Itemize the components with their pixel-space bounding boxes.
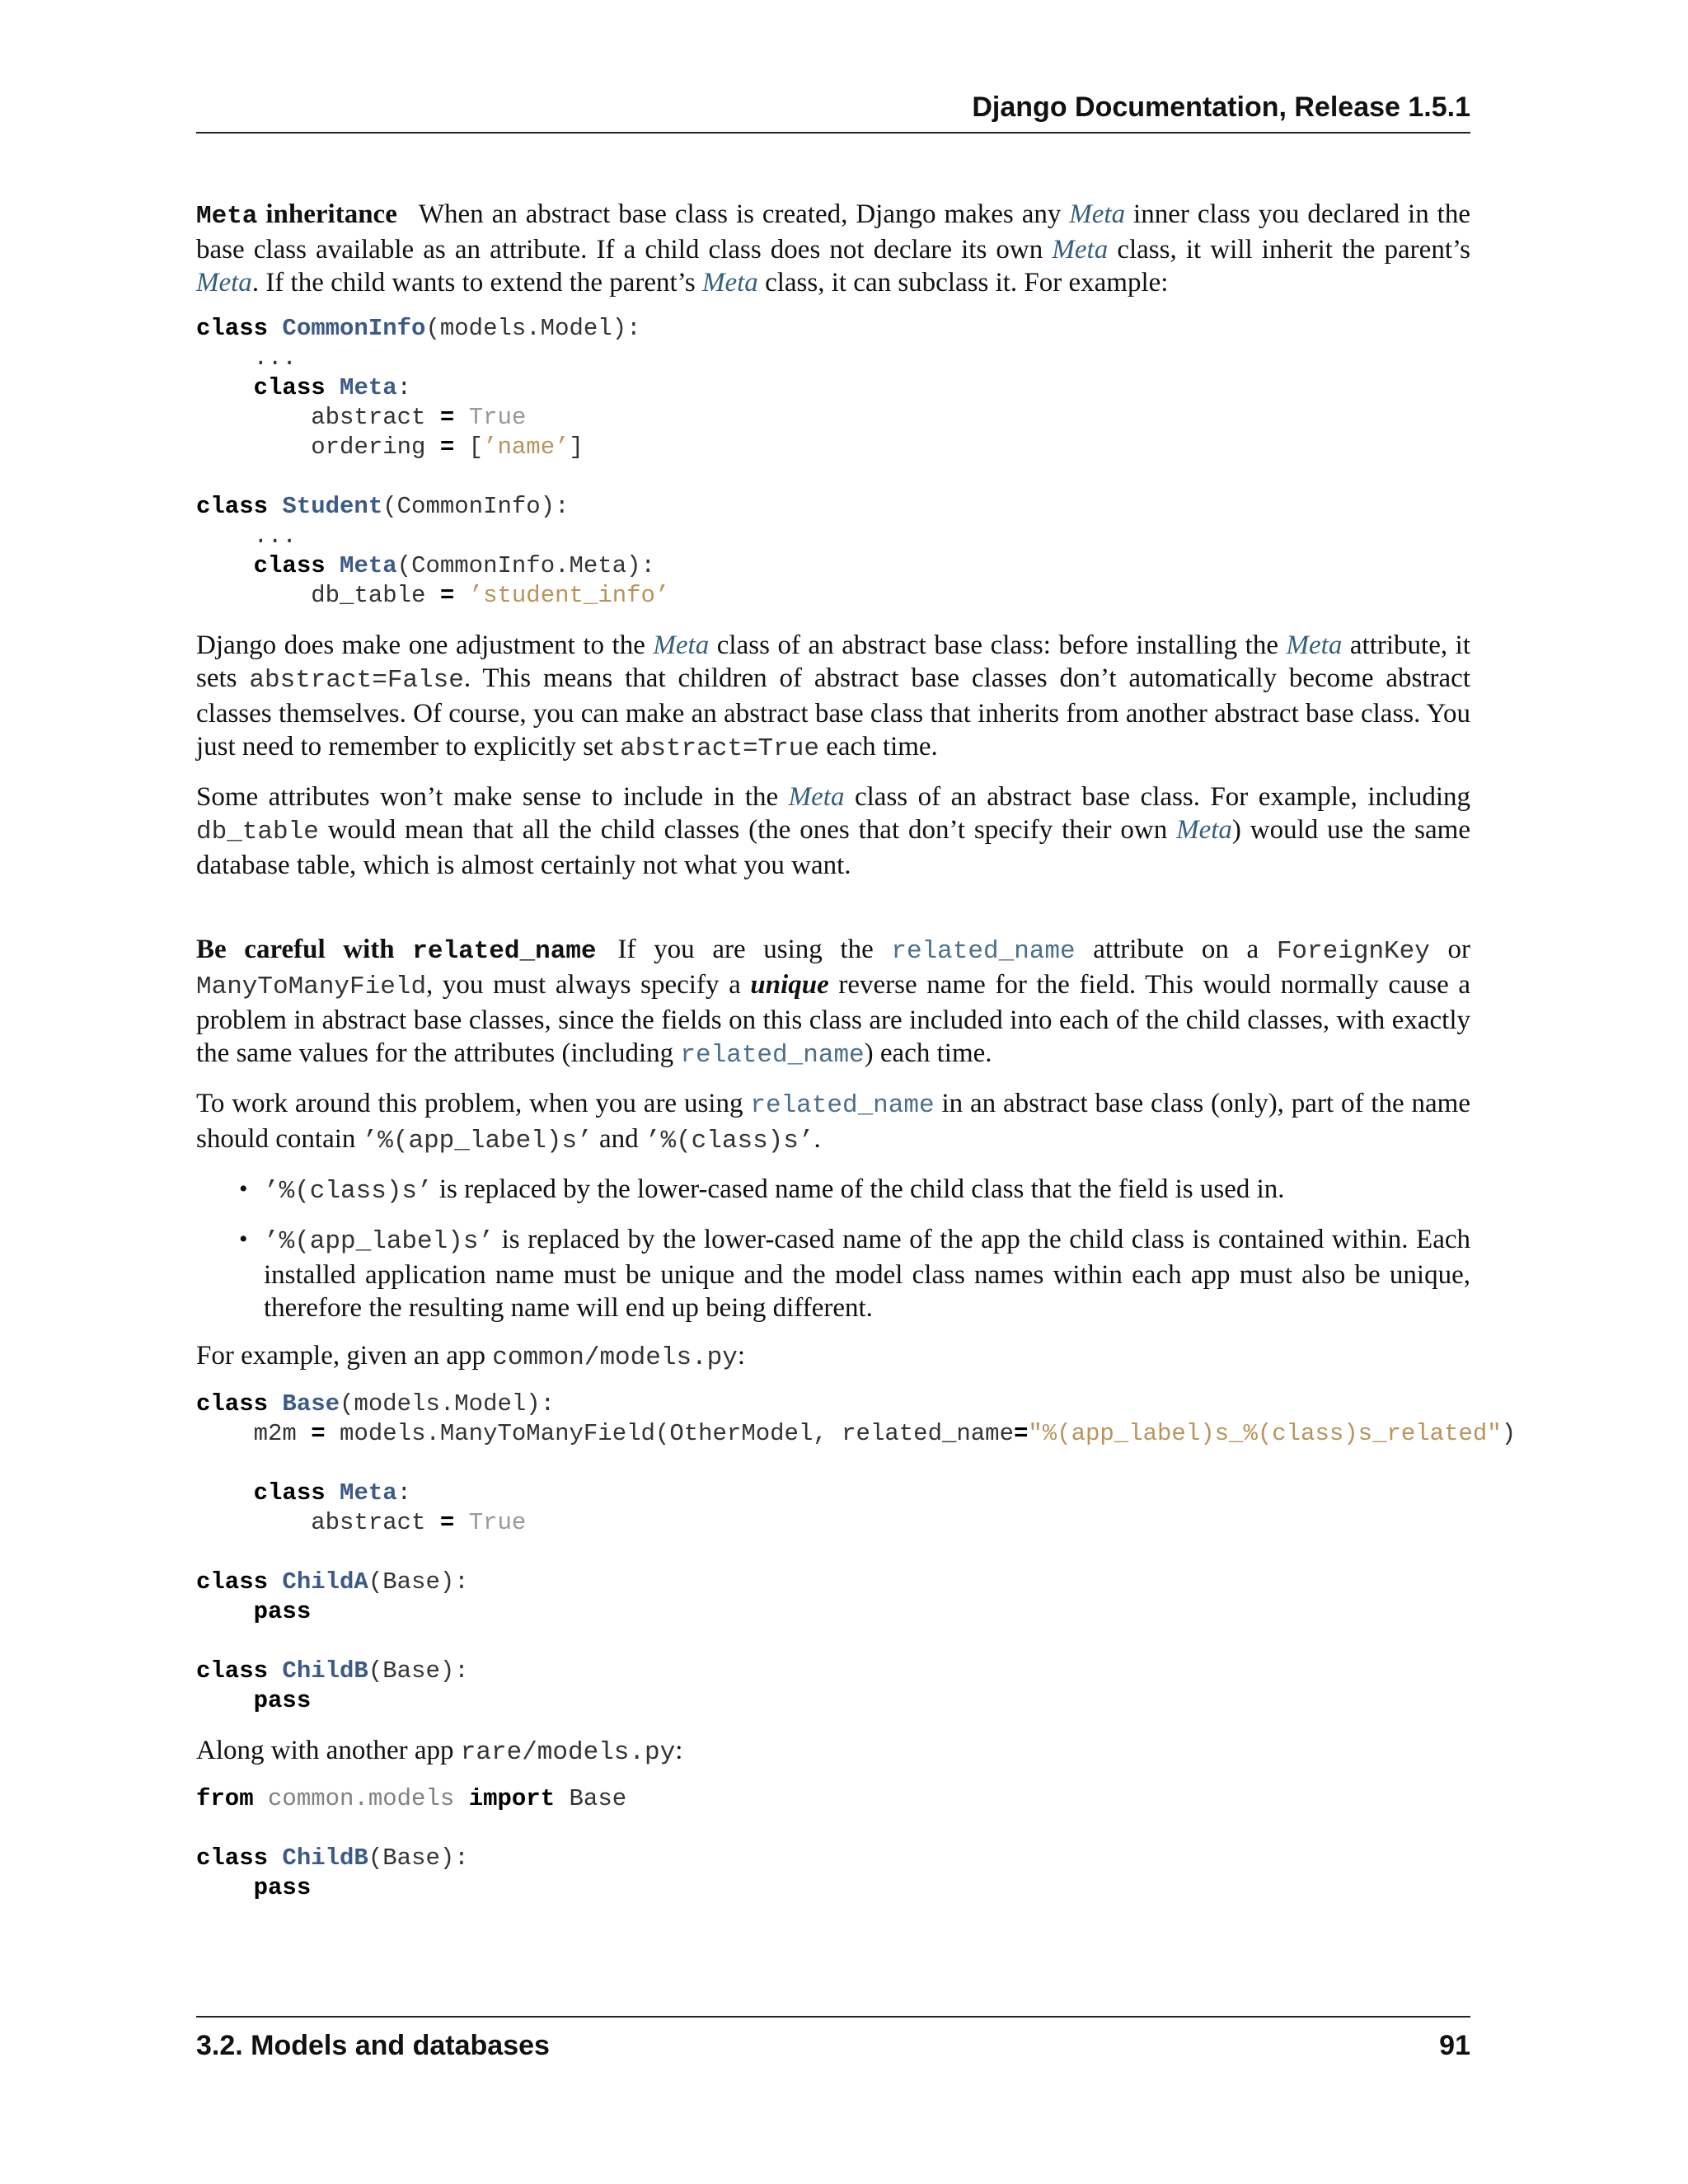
running-footer — [196, 2016, 1470, 2064]
meta-link[interactable]: Meta — [1286, 630, 1343, 660]
inline-code: ’%(class)s’ — [645, 1127, 814, 1155]
running-header — [196, 89, 1470, 134]
page-number: 91 — [1439, 2030, 1470, 2061]
related-name-link[interactable]: related_name — [750, 1091, 935, 1120]
inline-code: common/models.py — [492, 1343, 738, 1372]
workaround-paragraph: To work around this problem, when you are using related_name in an abstract base class (only), part of the name should contain ’%(app_label)s’ and ’%(class)s’. — [196, 1089, 1470, 1155]
meta-link[interactable]: Meta — [702, 268, 758, 298]
meta-link[interactable]: Meta — [1052, 235, 1109, 265]
list-item: • ’%(app_label)s’ is replaced by the lower-cased name of the app the child class is contained within. Each installed application name must be unique and the model class names within each app must also be unique, therefore the resulting name will end up being different. — [264, 1223, 1470, 1324]
list-item: • ’%(class)s’ is replaced by the lower-cased name of the child class that the field is used in. — [264, 1173, 1470, 1208]
related-name-link[interactable]: related_name — [680, 1041, 865, 1070]
inline-code: abstract=True — [620, 734, 819, 763]
another-app-paragraph: Along with another app rare/models.py: — [196, 1736, 683, 1767]
meta-link[interactable]: Meta — [1069, 199, 1126, 229]
meta-link[interactable]: Meta — [653, 630, 710, 660]
inline-code: rare/models.py — [460, 1738, 676, 1767]
inline-code: ’%(app_label)s’ — [362, 1127, 593, 1155]
related-name-link[interactable]: related_name — [891, 937, 1076, 966]
inline-code: ManyToManyField — [196, 972, 427, 1001]
meta-inheritance-heading: Meta inheritance — [196, 199, 397, 231]
placeholder-list — [196, 1173, 1470, 1324]
meta-attributes-paragraph: Some attributes won’t make sense to include in the Meta class of an abstract base class. For example, including db_table would mean that all the child classes (the ones that don’t specify their own Meta) would use the same database table, which is almost certainly not what you want. — [196, 782, 1470, 880]
meta-link[interactable]: Meta — [788, 782, 845, 812]
section-spacer — [196, 897, 1470, 933]
emphasis-unique: unique — [750, 970, 829, 1000]
meta-adjustment-paragraph: Django does make one adjustment to the Meta class of an abstract base class: before installing the Meta attribute, it sets abstract=False. This means that children of abstract base classes don’t automatically become abstract classes themselves. Of course, you can make an abstract base class that inherits from another abstract base class. You just need to remember to explicitly set abstract=True each time. — [196, 630, 1471, 763]
meta-link[interactable]: Meta — [1176, 815, 1232, 845]
meta-link[interactable]: Meta — [196, 268, 252, 298]
example-intro-paragraph: For example, given an app common/models.py: — [196, 1341, 746, 1372]
code-block-base: class Base(models.Model): m2m = models.ManyToManyField(OtherModel, related_name="%(app_label)s_%(class)s_related") class Meta: abstract = True class ChildA(Base): pass class ChildB(Base): pass — [196, 1390, 1517, 1714]
inline-code: ForeignKey — [1276, 937, 1430, 966]
inline-code: db_table — [196, 818, 319, 846]
meta-inheritance-paragraph: Meta inheritance When an abstract base class is created, Django makes any Meta inner class you declared in the base class available as an attribute. If a child class does not declare its own Meta class, it will inherit the parent’s Meta. If the child wants to extend the parent’s Meta class, it can subclass it. For example: — [196, 199, 1470, 298]
code-block-commoninfo: class CommonInfo(models.Model): ... class Meta: abstract = True ordering = [’name’] class Student(CommonInfo): ... class Meta(CommonInfo.Meta): db_table = ’student_info’ — [196, 315, 670, 609]
footer-section-title: 3.2. Models and databases — [196, 2030, 550, 2061]
related-name-paragraph: Be careful with related_name If you are using the related_name attribute on a ForeignKey or ManyToManyField, you must always specify a unique reverse name for the field. This would normally cause a problem in abstract base classes, since the fields on this class are included into each of the child classes, with exactly the same values for the attributes (including related_name) each time. — [196, 935, 1470, 1070]
code-block-rare: from common.models import Base class ChildB(Base): pass — [196, 1785, 627, 1901]
related-name-heading: Be careful with related_name — [196, 935, 597, 966]
inline-code: abstract=False — [249, 666, 464, 695]
document-title: Django Documentation, Release 1.5.1 — [972, 91, 1470, 123]
page-content — [196, 198, 1517, 1921]
